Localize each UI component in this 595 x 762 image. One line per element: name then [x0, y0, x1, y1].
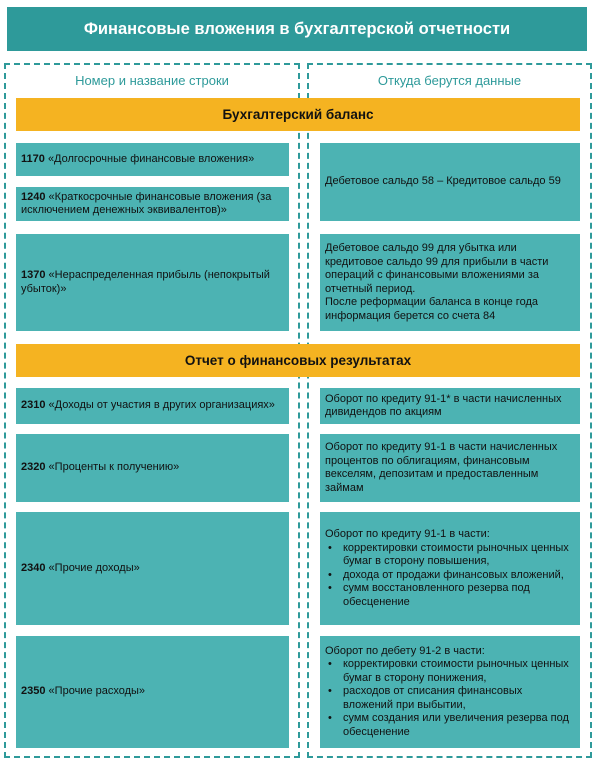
source-1370	[320, 234, 580, 331]
list-item: • дохода от продажи финансовых вложений,	[325, 569, 575, 583]
row-code: 2350	[21, 685, 46, 698]
row-1240	[16, 187, 289, 221]
row-2310	[16, 388, 289, 424]
list-item: • сумм создания или увеличения резерва под обесценение	[325, 712, 575, 739]
list-item: • сумм восстановленного резерва под обесценение	[325, 582, 575, 609]
source-2350	[320, 636, 580, 748]
row-code: 1370	[21, 269, 46, 281]
section-band-balance: Бухгалтерский баланс	[16, 98, 580, 131]
list-item: • корректировки стоимости рыночных ценных бумаг в сторону понижения,	[325, 658, 575, 685]
row-name: «Прочие доходы»	[48, 561, 140, 574]
source-list	[325, 658, 575, 739]
page-title: Финансовые вложения в бухгалтерской отчетности	[7, 7, 587, 51]
source-2340	[320, 512, 580, 625]
row-name: «Проценты к получению»	[48, 461, 180, 474]
source-1170-1240	[320, 143, 580, 221]
row-name: «Доходы от участия в других организациях»	[48, 399, 275, 412]
row-code: 2340	[21, 561, 46, 574]
source-text-a: Дебетовое сальдо 99 для убытка или кредитовое сальдо 99 для прибыли в части операций с финансовыми вложениями за отчетный период.	[325, 242, 549, 295]
source-intro: Оборот по дебету 91-2 в части:	[325, 644, 485, 657]
row-code: 1240	[21, 190, 46, 203]
row-name: «Прочие расходы»	[48, 685, 146, 698]
right-column-header: Откуда берутся данные	[377, 72, 522, 88]
source-list	[325, 542, 575, 610]
row-2340	[16, 512, 289, 625]
row-code: 2310	[21, 399, 46, 412]
source-text-b: После реформации баланса в конце года информация берется со счета 84	[325, 296, 538, 322]
left-column-header: Номер и название строки	[75, 72, 229, 88]
source-2310	[320, 388, 580, 424]
source-text: Дебетовое сальдо 58 – Кредитовое сальдо 59	[325, 175, 561, 188]
row-name: «Нераспределенная прибыль (непокрытый убыток)»	[21, 269, 270, 295]
row-2350	[16, 636, 289, 748]
row-2320	[16, 434, 289, 502]
row-code: 2320	[21, 461, 46, 474]
source-2320	[320, 434, 580, 502]
source-intro: Оборот по кредиту 91-1 в части:	[325, 528, 490, 540]
row-name: «Краткосрочные финансовые вложения (за исключением денежных эквивалентов)»	[21, 190, 272, 216]
row-name: «Долгосрочные финансовые вложения»	[47, 152, 255, 165]
source-text: Оборот по кредиту 91-1 в части начисленных процентов по облигациям, финансовым векселям, депозитам и предоставленным займам	[325, 441, 558, 494]
row-1370	[16, 234, 289, 331]
list-item: • расходов от списания финансовых вложений при выбытии,	[325, 685, 575, 712]
list-item: • корректировки стоимости рыночных ценных бумаг в сторону повышения,	[325, 542, 575, 569]
row-1170	[16, 143, 289, 176]
source-text: Оборот по кредиту 91-1* в части начисленных дивидендов по акциям	[325, 392, 562, 418]
section-band-results: Отчет о финансовых результатах	[16, 344, 580, 377]
row-code: 1170	[21, 152, 45, 165]
